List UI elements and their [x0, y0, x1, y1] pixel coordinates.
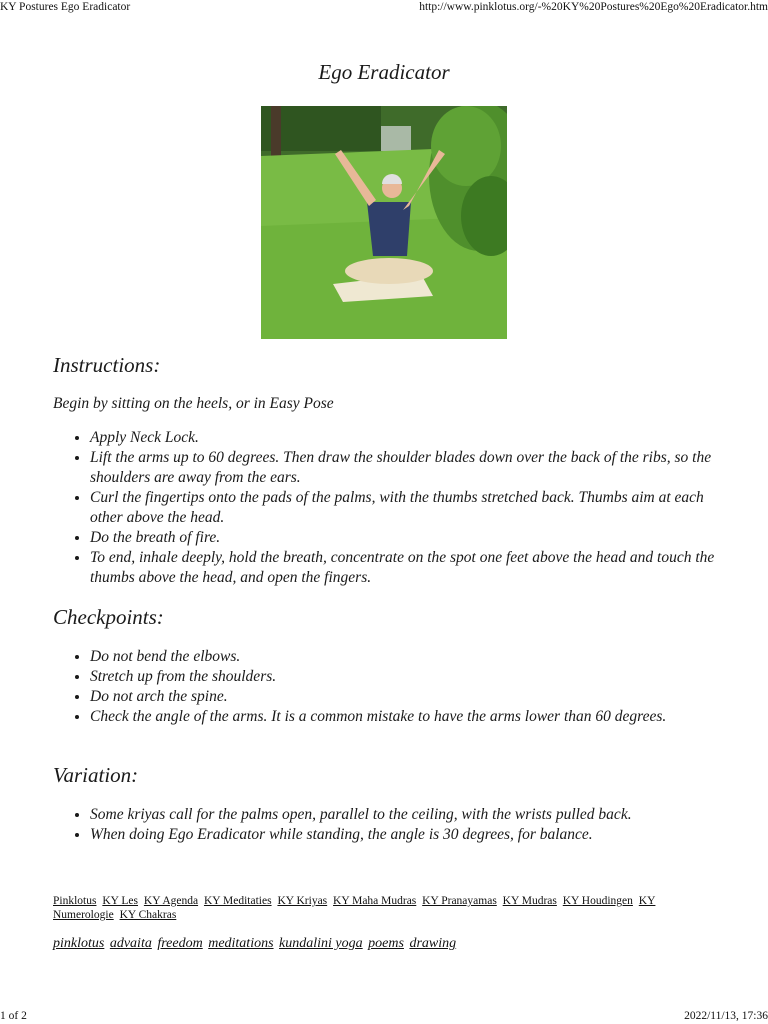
variation-heading: Variation:: [53, 763, 139, 787]
print-header-title: KY Postures Ego Eradicator: [0, 1, 131, 13]
instructions-list: [53, 428, 740, 588]
list-item: • Do not arch the spine.: [90, 687, 740, 707]
print-header: [0, 0, 768, 14]
nav-link-ky-meditaties[interactable]: KY Meditaties: [203, 895, 272, 907]
nav-link-ky-mudras[interactable]: KY Mudras: [502, 895, 557, 907]
topic-link-advaita[interactable]: advaita: [109, 936, 152, 951]
topic-link-poems[interactable]: poems: [368, 936, 404, 951]
site-nav-links: [53, 894, 693, 922]
nav-link-ky-maha-mudras[interactable]: KY Maha Mudras: [333, 895, 417, 907]
page-number: 1 of 2: [0, 1010, 27, 1022]
nav-link-ky-kriyas[interactable]: KY Kriyas: [277, 895, 328, 907]
ego-eradicator-photo: [261, 106, 507, 339]
topic-link-freedom[interactable]: freedom: [157, 936, 203, 951]
nav-link-ky-houdingen[interactable]: KY Houdingen: [562, 895, 633, 907]
list-item: • Apply Neck Lock.: [90, 428, 740, 448]
nav-link-ky-pranayamas[interactable]: KY Pranayamas: [422, 895, 497, 907]
list-item: • Some kriyas call for the palms open, parallel to the ceiling, with the wrists pulled back.: [90, 805, 740, 825]
checkpoints-list: [53, 647, 740, 727]
topic-link-meditations[interactable]: meditations: [208, 936, 274, 951]
variation-list: [53, 805, 740, 845]
list-item: • When doing Ego Eradicator while standing, the angle is 30 degrees, for balance.: [90, 825, 740, 845]
page-title: Ego Eradicator: [318, 60, 450, 84]
instructions-intro: Begin by sitting on the heels, or in Easy Pose: [53, 395, 334, 412]
list-item: • Lift the arms up to 60 degrees. Then draw the shoulder blades down over the back of the ribs, so the shoulders are away from the ears.: [90, 448, 740, 488]
topic-link-pinklotus[interactable]: pinklotus: [53, 936, 105, 951]
list-item: • Do not bend the elbows.: [90, 647, 740, 667]
topic-link-drawing[interactable]: drawing: [409, 936, 457, 951]
print-timestamp: 2022/11/13, 17:36: [684, 1010, 768, 1022]
checkpoints-heading: Checkpoints:: [53, 605, 164, 629]
nav-link-ky-chakras[interactable]: KY Chakras: [119, 909, 177, 921]
print-footer: [0, 1009, 768, 1023]
list-item: • Do the breath of fire.: [90, 528, 740, 548]
list-item: • Stretch up from the shoulders.: [90, 667, 740, 687]
list-item: • Check the angle of the arms. It is a common mistake to have the arms lower than 60 degrees.: [90, 707, 740, 727]
nav-link-pinklotus[interactable]: Pinklotus: [53, 895, 97, 907]
instructions-heading: Instructions:: [53, 353, 161, 377]
nav-link-ky-numerologie[interactable]: KY Numerologie: [53, 895, 656, 921]
list-item: • Curl the fingertips onto the pads of the palms, with the thumbs stretched back. Thumbs aim at each other above the head.: [90, 488, 740, 528]
nav-link-ky-agenda[interactable]: KY Agenda: [143, 895, 199, 907]
print-header-url: http://www.pinklotus.org/-%20KY%20Postures%20Ego%20Eradicator.htm: [419, 1, 768, 13]
topic-link-kundalini-yoga[interactable]: kundalini yoga: [279, 936, 363, 951]
nav-link-ky-les[interactable]: KY Les: [102, 895, 139, 907]
topic-links: [53, 936, 458, 952]
list-item: • To end, inhale deeply, hold the breath, concentrate on the spot one feet above the head and touch the thumbs above the head, and open the fingers.: [90, 548, 740, 588]
